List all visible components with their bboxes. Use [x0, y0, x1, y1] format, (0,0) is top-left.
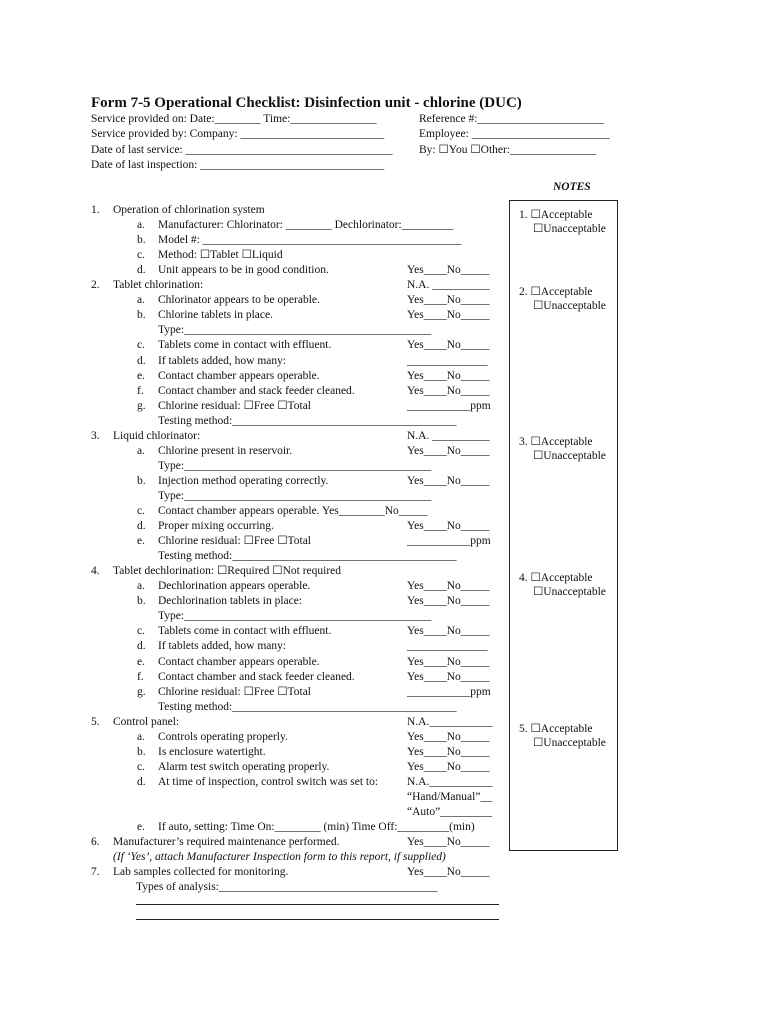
response-field[interactable]: Yes____No_____: [407, 656, 490, 668]
sub-item-letter: c.: [137, 339, 145, 351]
item-text: If tablets added, how many:: [158, 640, 287, 652]
item-text: Controls operating properly.: [158, 731, 288, 743]
note-4: 4. ☐Acceptable ☐Unacceptable: [519, 572, 606, 598]
sub-item-letter: d.: [137, 776, 146, 788]
item-number: 6.: [91, 836, 100, 848]
sub-item-letter: a.: [137, 445, 145, 457]
response-field[interactable]: ___________ppm: [407, 535, 491, 547]
item-text: Contact chamber appears operable.: [158, 656, 320, 668]
sub-item-letter: e.: [137, 821, 145, 833]
item-text: Alarm test switch operating properly.: [158, 761, 330, 773]
sub-item-letter: b.: [137, 234, 146, 246]
item-text[interactable]: Method: ☐Tablet ☐Liquid: [158, 249, 283, 261]
sub-item-letter: e.: [137, 370, 145, 382]
response-field[interactable]: “Hand/Manual”__: [407, 791, 492, 803]
item-text: Contact chamber appears operable.: [158, 370, 320, 382]
sub-item-letter: d.: [137, 355, 146, 367]
item-text: If tablets added, how many:: [158, 355, 287, 367]
sub-item-letter: g.: [137, 400, 146, 412]
response-field[interactable]: Yes____No_____: [407, 671, 490, 683]
response-field[interactable]: ___________ppm: [407, 400, 491, 412]
item-text: Dechlorination appears operable.: [158, 580, 311, 592]
acceptable-checkbox[interactable]: ☐Acceptable: [530, 286, 593, 298]
response-field[interactable]: Yes____No_____: [407, 520, 490, 532]
sub-item-letter: e.: [137, 656, 145, 668]
item-text[interactable]: Manufacturer: Chlorinator: ________ Dechlorinator:_________: [158, 219, 454, 231]
item-number: 5.: [91, 716, 100, 728]
analysis-blank-line[interactable]: [136, 904, 499, 905]
response-field[interactable]: Yes____No_____: [407, 731, 490, 743]
response-field[interactable]: N.A. __________: [407, 279, 490, 291]
response-field[interactable]: Yes____No_____: [407, 475, 490, 487]
analysis-blank-line[interactable]: [136, 919, 499, 920]
item-text: At time of inspection, control switch was set to:: [158, 776, 379, 788]
unacceptable-checkbox[interactable]: ☐Unacceptable: [533, 300, 606, 312]
response-field[interactable]: Yes____No_____: [407, 761, 490, 773]
item-text[interactable]: If auto, setting: Time On:________ (min) Time Off:_________(min): [158, 821, 475, 833]
last-service-line[interactable]: Date of last service: ____________________________________: [91, 144, 393, 156]
item-text: Tablet chlorination:: [113, 279, 204, 291]
response-field[interactable]: N.A.___________: [407, 776, 493, 788]
reference-line[interactable]: Reference #:______________________: [419, 113, 604, 125]
item-text: Manufacturer’s required maintenance performed.: [113, 836, 340, 848]
item-text[interactable]: Contact chamber appears operable. Yes________No_____: [158, 505, 428, 517]
response-field[interactable]: Yes____No_____: [407, 625, 490, 637]
sub-item-letter: a.: [137, 294, 145, 306]
note-2: 2. ☐Acceptable ☐Unacceptable: [519, 286, 606, 312]
response-field[interactable]: Yes____No_____: [407, 445, 490, 457]
response-field[interactable]: N.A. __________: [407, 430, 490, 442]
response-field[interactable]: Yes____No_____: [407, 580, 490, 592]
item-text: Liquid chlorinator:: [113, 430, 201, 442]
item-text[interactable]: Tablet dechlorination: ☐Required ☐Not required: [113, 565, 342, 577]
item-text: Chlorine present in reservoir.: [158, 445, 293, 457]
item-number: 4.: [91, 565, 100, 577]
item-text[interactable]: Types of analysis:______________________________________: [136, 881, 438, 893]
item-text: Control panel:: [113, 716, 180, 728]
sub-item-letter: a.: [137, 580, 145, 592]
item-text: Tablets come in contact with effluent.: [158, 339, 332, 351]
item-text: Chlorine tablets in place.: [158, 309, 273, 321]
sub-item-letter: a.: [137, 219, 145, 231]
response-field[interactable]: ___________ppm: [407, 686, 491, 698]
item-text: (If ‘Yes’, attach Manufacturer Inspection form to this report, if supplied): [113, 851, 446, 863]
item-number: 7.: [91, 866, 100, 878]
item-text[interactable]: Chlorine residual: ☐Free ☐Total: [158, 535, 311, 547]
form-title: Form 7-5 Operational Checklist: Disinfection unit - chlorine (DUC): [91, 95, 522, 111]
item-text: Dechlorination tablets in place:: [158, 595, 303, 607]
item-text: Proper mixing occurring.: [158, 520, 274, 532]
item-text[interactable]: Model #: _____________________________________________: [158, 234, 462, 246]
item-text[interactable]: Chlorine residual: ☐Free ☐Total: [158, 400, 311, 412]
response-field[interactable]: Yes____No_____: [407, 836, 490, 848]
item-number: 2.: [91, 279, 100, 291]
notes-box[interactable]: [509, 200, 618, 851]
response-field[interactable]: Yes____No_____: [407, 746, 490, 758]
serviced-by-line[interactable]: By: ☐You ☐Other:_______________: [419, 144, 597, 156]
item-text: Contact chamber and stack feeder cleaned.: [158, 671, 355, 683]
item-text[interactable]: Chlorine residual: ☐Free ☐Total: [158, 686, 311, 698]
item-text: Tablets come in contact with effluent.: [158, 625, 332, 637]
unacceptable-checkbox[interactable]: ☐Unacceptable: [533, 450, 606, 462]
unacceptable-checkbox[interactable]: ☐Unacceptable: [533, 223, 606, 235]
sub-item-letter: f.: [137, 385, 144, 397]
sub-item-letter: b.: [137, 746, 146, 758]
item-text[interactable]: Testing method:_______________________________________: [158, 415, 457, 427]
note-1: 1. ☐Acceptable ☐Unacceptable: [519, 209, 606, 235]
acceptable-checkbox[interactable]: ☐Acceptable: [530, 436, 593, 448]
item-text: Lab samples collected for monitoring.: [113, 866, 289, 878]
response-field[interactable]: “Auto”_________: [407, 806, 492, 818]
item-text[interactable]: Type:___________________________________________: [158, 460, 432, 472]
sub-item-letter: b.: [137, 475, 146, 487]
unacceptable-checkbox[interactable]: ☐Unacceptable: [533, 586, 606, 598]
sub-item-letter: b.: [137, 309, 146, 321]
response-field[interactable]: Yes____No_____: [407, 339, 490, 351]
response-field[interactable]: Yes____No_____: [407, 595, 490, 607]
item-text[interactable]: Type:___________________________________________: [158, 610, 432, 622]
item-text: Injection method operating correctly.: [158, 475, 329, 487]
employee-line[interactable]: Employee: ________________________: [419, 128, 610, 140]
item-text: Is enclosure watertight.: [158, 746, 266, 758]
response-field[interactable]: Yes____No_____: [407, 370, 490, 382]
notes-heading: NOTES: [553, 181, 591, 193]
item-text[interactable]: Testing method:_______________________________________: [158, 550, 457, 562]
response-field[interactable]: ______________: [407, 640, 488, 652]
response-field[interactable]: Yes____No_____: [407, 866, 490, 878]
sub-item-letter: c.: [137, 625, 145, 637]
sub-item-letter: e.: [137, 535, 145, 547]
response-field[interactable]: Yes____No_____: [407, 309, 490, 321]
sub-item-letter: a.: [137, 731, 145, 743]
response-field[interactable]: N.A.___________: [407, 716, 493, 728]
sub-item-letter: d.: [137, 520, 146, 532]
item-text: Chlorinator appears to be operable.: [158, 294, 320, 306]
response-field[interactable]: ______________: [407, 355, 488, 367]
acceptable-checkbox[interactable]: ☐Acceptable: [530, 723, 593, 735]
response-field[interactable]: Yes____No_____: [407, 385, 490, 397]
item-text[interactable]: Type:___________________________________________: [158, 324, 432, 336]
company-line[interactable]: Service provided by: Company: _________________________: [91, 128, 385, 140]
response-field[interactable]: Yes____No_____: [407, 264, 490, 276]
note-5: 5. ☐Acceptable ☐Unacceptable: [519, 723, 606, 749]
item-text[interactable]: Type:___________________________________________: [158, 490, 432, 502]
last-inspection-line[interactable]: Date of last inspection: ________________________________: [91, 159, 385, 171]
sub-item-letter: b.: [137, 595, 146, 607]
note-3: 3. ☐Acceptable ☐Unacceptable: [519, 436, 606, 462]
sub-item-letter: c.: [137, 761, 145, 773]
sub-item-letter: f.: [137, 671, 144, 683]
sub-item-letter: d.: [137, 640, 146, 652]
item-text: Contact chamber and stack feeder cleaned.: [158, 385, 355, 397]
unacceptable-checkbox[interactable]: ☐Unacceptable: [533, 737, 606, 749]
response-field[interactable]: Yes____No_____: [407, 294, 490, 306]
sub-item-letter: c.: [137, 249, 145, 261]
item-number: 3.: [91, 430, 100, 442]
sub-item-letter: g.: [137, 686, 146, 698]
item-text: Operation of chlorination system: [113, 204, 265, 216]
service-date-line[interactable]: Service provided on: Date:________ Time:_______________: [91, 113, 377, 125]
acceptable-checkbox[interactable]: ☐Acceptable: [530, 572, 593, 584]
sub-item-letter: d.: [137, 264, 146, 276]
item-text[interactable]: Testing method:_______________________________________: [158, 701, 457, 713]
item-number: 1.: [91, 204, 100, 216]
sub-item-letter: c.: [137, 505, 145, 517]
item-text: Unit appears to be in good condition.: [158, 264, 329, 276]
acceptable-checkbox[interactable]: ☐Acceptable: [530, 209, 593, 221]
